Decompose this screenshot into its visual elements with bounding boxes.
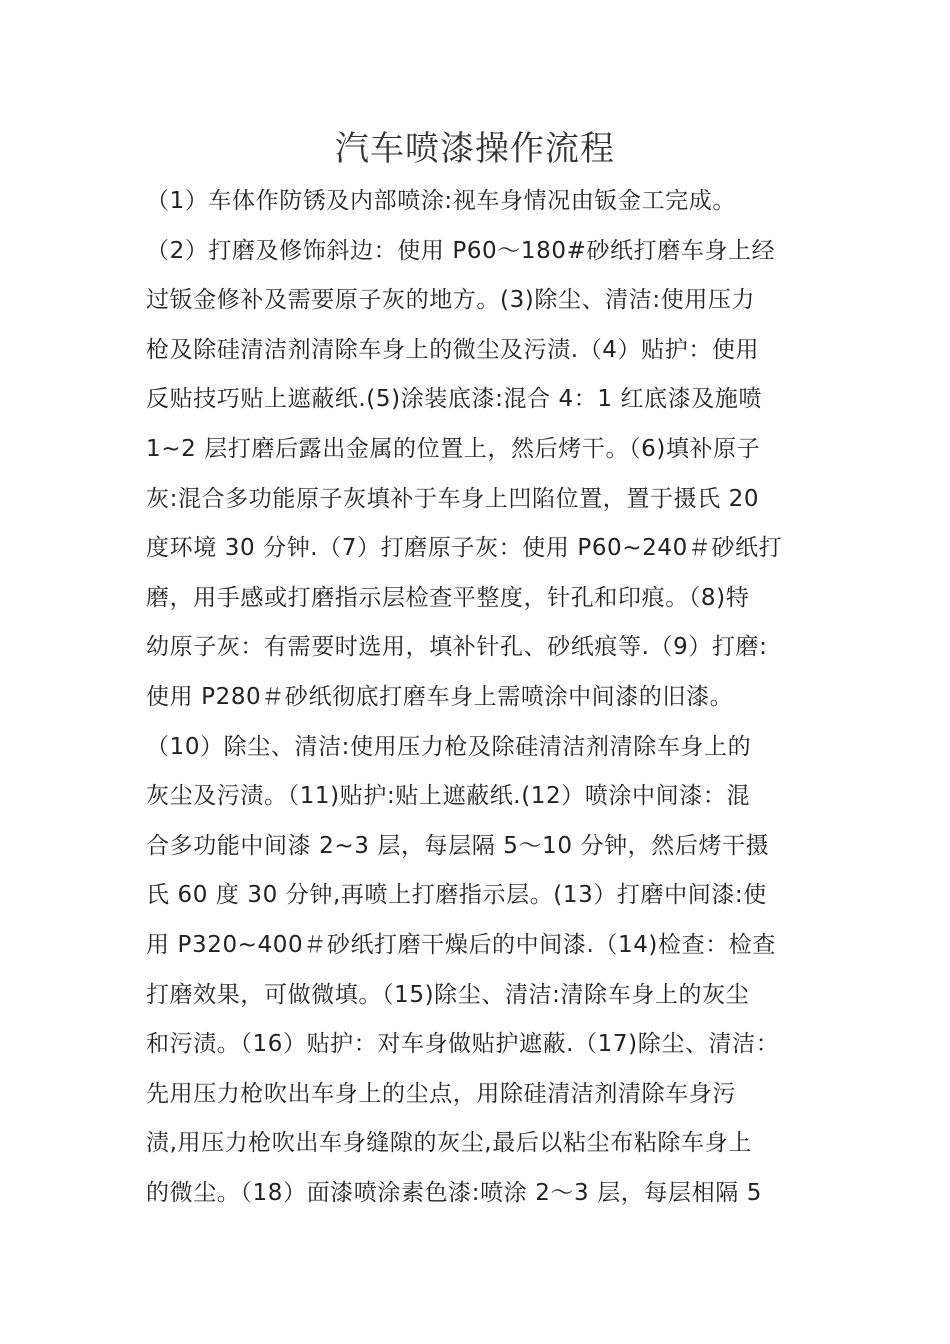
- body-line: 度环境 30 分钟.（7）打磨原子灰：使用 P60~240＃砂纸打: [146, 535, 783, 562]
- body-line: 合多功能中间漆 2~3 层，每层隔 5～10 分钟，然后烤干摄: [146, 832, 770, 859]
- document-body: [146, 177, 826, 1218]
- body-line: 使用 P280＃砂纸彻底打磨车身上需喷涂中间漆的旧漆。: [146, 683, 734, 710]
- body-line: （10）除尘、清洁:使用压力枪及除硅清洁剂清除车身上的: [146, 733, 752, 760]
- body-line: 用 P320~400＃砂纸打磨干燥后的中间漆.（14)检查：检查: [146, 931, 777, 958]
- body-line: 打磨效果，可做微填。（15)除尘、清洁:清除车身上的灰尘: [146, 981, 750, 1008]
- body-line: 渍,用压力枪吹出车身缝隙的灰尘,最后以粘尘布粘除车身上: [146, 1130, 752, 1157]
- document-title: 汽车喷漆操作流程: [335, 129, 615, 169]
- body-line: 过钣金修补及需要原子灰的地方。(3)除尘、清洁:使用压力: [146, 287, 756, 314]
- body-line: 的微尘。（18）面漆喷涂素色漆:喷涂 2～3 层，每层相隔 5: [146, 1179, 762, 1206]
- body-line: 先用压力枪吹出车身上的尘点，用除硅清洁剂清除车身污: [146, 1080, 736, 1107]
- body-line: 反贴技巧贴上遮蔽纸.(5)涂装底漆:混合 4：1 红底漆及施喷: [146, 386, 763, 413]
- body-line: 磨，用手感或打磨指示层检查平整度，针孔和印痕。（8)特: [146, 584, 750, 611]
- body-line: 幼原子灰：有需要时选用，填补针孔、砂纸痕等.（9）打磨:: [146, 634, 768, 661]
- body-line: 1~2 层打磨后露出金属的位置上，然后烤干。（6)填补原子: [146, 435, 761, 462]
- body-line: 氏 60 度 30 分钟,再喷上打磨指示层。(13）打磨中间漆:使: [146, 882, 767, 909]
- body-line: 灰尘及污渍。（11)贴护:贴上遮蔽纸.(12）喷涂中间漆：混: [146, 783, 751, 810]
- body-line: （2）打磨及修饰斜边：使用 P60～180#砂纸打磨车身上经: [146, 237, 776, 264]
- body-line: 和污渍。（16）贴护：对车身做贴护遮蔽.（17)除尘、清洁：: [146, 1031, 780, 1058]
- body-line: 枪及除硅清洁剂清除车身上的微尘及污渍.（4）贴护：使用: [146, 336, 760, 363]
- body-line: 灰:混合多功能原子灰填补于车身上凹陷位置，置于摄氏 20: [146, 485, 760, 512]
- body-line: （1）车体作防锈及内部喷涂:视车身情况由钣金工完成。: [146, 188, 736, 214]
